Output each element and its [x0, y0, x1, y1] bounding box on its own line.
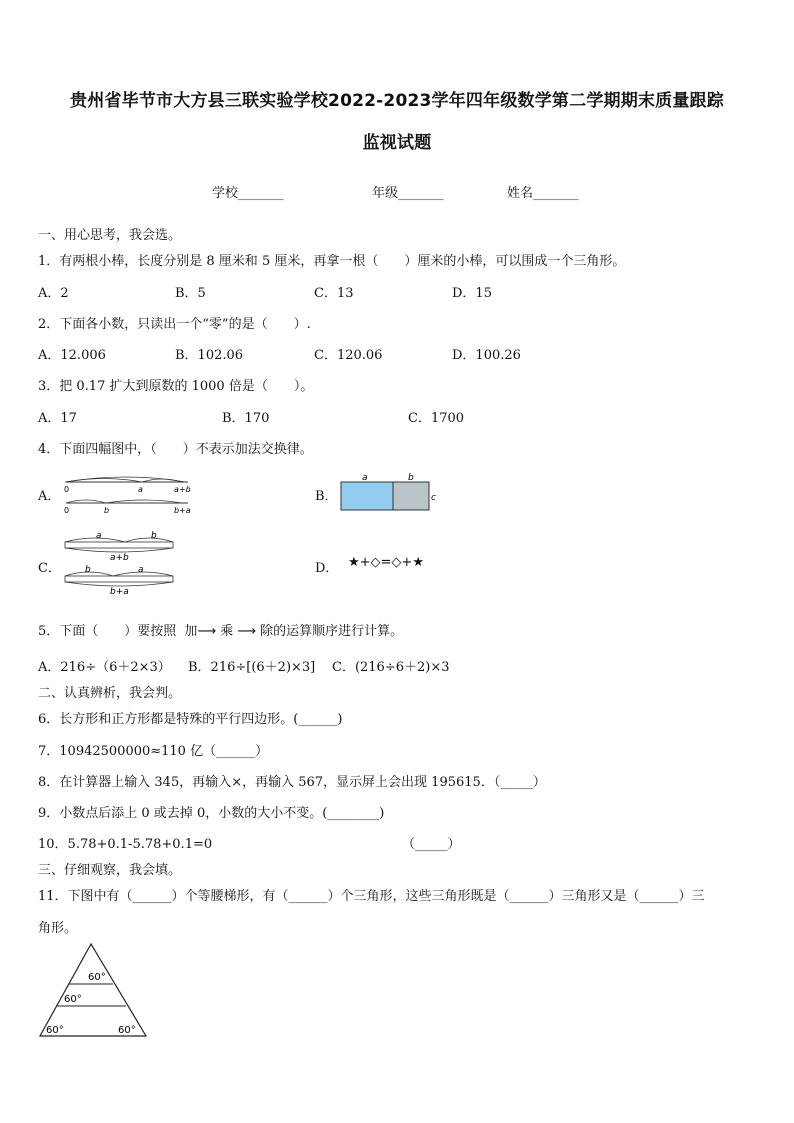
q2-option-c[interactable]: C．120.06 — [314, 348, 383, 363]
section-3-heading: 三、仔细观察，我会填。 — [38, 863, 182, 878]
angle-label-2: 60° — [64, 994, 82, 1005]
question-11: 11．下图中有（______）个等腰梯形，有（______）个三角形，这些三角形既是（______）三角形又是（______）三 — [38, 889, 705, 904]
outer-triangle — [40, 944, 146, 1036]
q1-option-b[interactable]: B．5 — [175, 286, 206, 301]
question-5 — [38, 620, 403, 639]
q2-option-d[interactable]: D．100.26 — [452, 348, 521, 363]
fig-a-bottom-ba: b+a — [174, 506, 191, 515]
fig-c-bottom-brace-sum — [65, 582, 173, 586]
section-1-heading: 一、用心思考，我会选。 — [38, 228, 182, 243]
fig-a-top-0: 0 — [64, 485, 70, 494]
question-11-cont: 角形。 — [38, 921, 78, 936]
q5-prefix: 5．下面（ ）要按照 — [38, 624, 177, 639]
fig-c-top-brace-a — [65, 538, 125, 542]
fig-c-top-brace-b — [125, 538, 173, 542]
q3-option-c[interactable]: C．1700 — [408, 411, 465, 426]
arrow-right-icon: ⟶ — [197, 624, 217, 639]
grade-field: 年级_______ — [372, 186, 444, 201]
q4-figure-b — [336, 470, 446, 516]
fig-a-bottom-0: 0 — [64, 506, 70, 515]
fig-c-top-b: b — [151, 531, 157, 541]
question-3: 3．把 0.17 扩大到原数的 1000 倍是（ ）。 — [38, 379, 314, 394]
fig-a-top-arc-a — [66, 479, 142, 483]
q4-figure-a — [58, 470, 198, 518]
fig-a-top-a: a — [138, 485, 143, 494]
fig-c-bottom-a: a — [138, 565, 144, 575]
q5-option-c[interactable]: C．(216÷6＋2)×3 — [332, 660, 450, 675]
page-title-line2: 监视试题 — [362, 133, 432, 153]
question-7: 7．10942500000≈110 亿（______） — [38, 744, 269, 759]
q5-suffix: 除的运算顺序进行计算。 — [260, 624, 404, 639]
fig-c-bottom-bar — [65, 576, 173, 582]
q1-option-c[interactable]: C．13 — [314, 286, 354, 301]
angle-label-1: 60° — [88, 972, 106, 983]
q5-option-b[interactable]: B．216÷[(6＋2)×3] — [188, 660, 316, 675]
fig-b-rect-b — [393, 482, 429, 510]
q4-option-b[interactable]: B． — [315, 489, 338, 504]
school-field: 学校_______ — [212, 186, 284, 201]
fig-b-label-a: a — [362, 473, 368, 483]
question-1: 1．有两根小棒，长度分别是 8 厘米和 5 厘米，再拿一根（ ）厘米的小棒，可以围成一个三角形。 — [38, 254, 626, 269]
fig-c-bottom-b: b — [85, 565, 91, 575]
q5-option-a[interactable]: A．216÷（6＋2×3） — [38, 660, 171, 675]
question-8: 8．在计算器上输入 345，再输入×，再输入 567，显示屏上会出现 195615．（_____） — [38, 775, 546, 790]
page-title: 贵州省毕节市大方县三联实验学校2022-2023学年四年级数学第二学期期末质量跟踪 — [70, 91, 724, 111]
fig-a-bottom-b: b — [104, 506, 110, 515]
fig-a-top-ab: a+b — [174, 485, 191, 494]
arrow-right-icon: ⟶ — [237, 624, 257, 639]
q5-op-add: 加 — [184, 624, 198, 639]
name-field: 姓名_______ — [507, 186, 579, 201]
question-4: 4．下面四幅图中，（ ）不表示加法交换律。 — [38, 442, 313, 457]
q2-option-b[interactable]: B．102.06 — [175, 348, 244, 363]
fig-b-label-b: b — [408, 473, 414, 483]
fig-c-bottom-ba: b+a — [110, 587, 129, 597]
q10-answer-blank[interactable]: （_____） — [402, 837, 461, 852]
q11-triangle-figure — [36, 940, 150, 1040]
fig-b-label-c: c — [431, 493, 436, 503]
angle-label-4: 60° — [118, 1025, 136, 1036]
question-10: 10．5.78+0.1-5.78+0.1=0 — [38, 837, 213, 852]
q5-op-mul: 乘 — [220, 624, 234, 639]
q1-option-a[interactable]: A．2 — [38, 286, 69, 301]
q4-figure-d: ★+◇=◇+★ — [348, 555, 424, 570]
question-6: 6．长方形和正方形都是特殊的平行四边形。(______) — [38, 712, 343, 727]
fig-b-rect-a — [341, 482, 393, 510]
section-2-heading: 二、认真辨析，我会判。 — [38, 686, 182, 701]
q1-option-d[interactable]: D．15 — [452, 286, 492, 301]
q3-option-a[interactable]: A．17 — [38, 411, 77, 426]
fig-c-top-brace-sum — [65, 548, 173, 552]
q4-option-a[interactable]: A． — [38, 489, 61, 504]
q4-figure-c — [60, 528, 180, 598]
fig-c-top-a: a — [96, 531, 102, 541]
fig-c-top-bar — [65, 542, 173, 548]
angle-label-3: 60° — [46, 1025, 64, 1036]
fig-c-top-ab: a+b — [110, 553, 129, 563]
q3-option-b[interactable]: B．170 — [222, 411, 270, 426]
q4-option-d[interactable]: D． — [315, 561, 339, 576]
q2-option-a[interactable]: A．12.006 — [38, 348, 106, 363]
q4-option-c[interactable]: C． — [38, 561, 61, 576]
question-9: 9．小数点后添上 0 或去掉 0，小数的大小不变。(________) — [38, 806, 385, 821]
question-2: 2．下面各小数，只读出一个“零”的是（ ）. — [38, 317, 311, 332]
